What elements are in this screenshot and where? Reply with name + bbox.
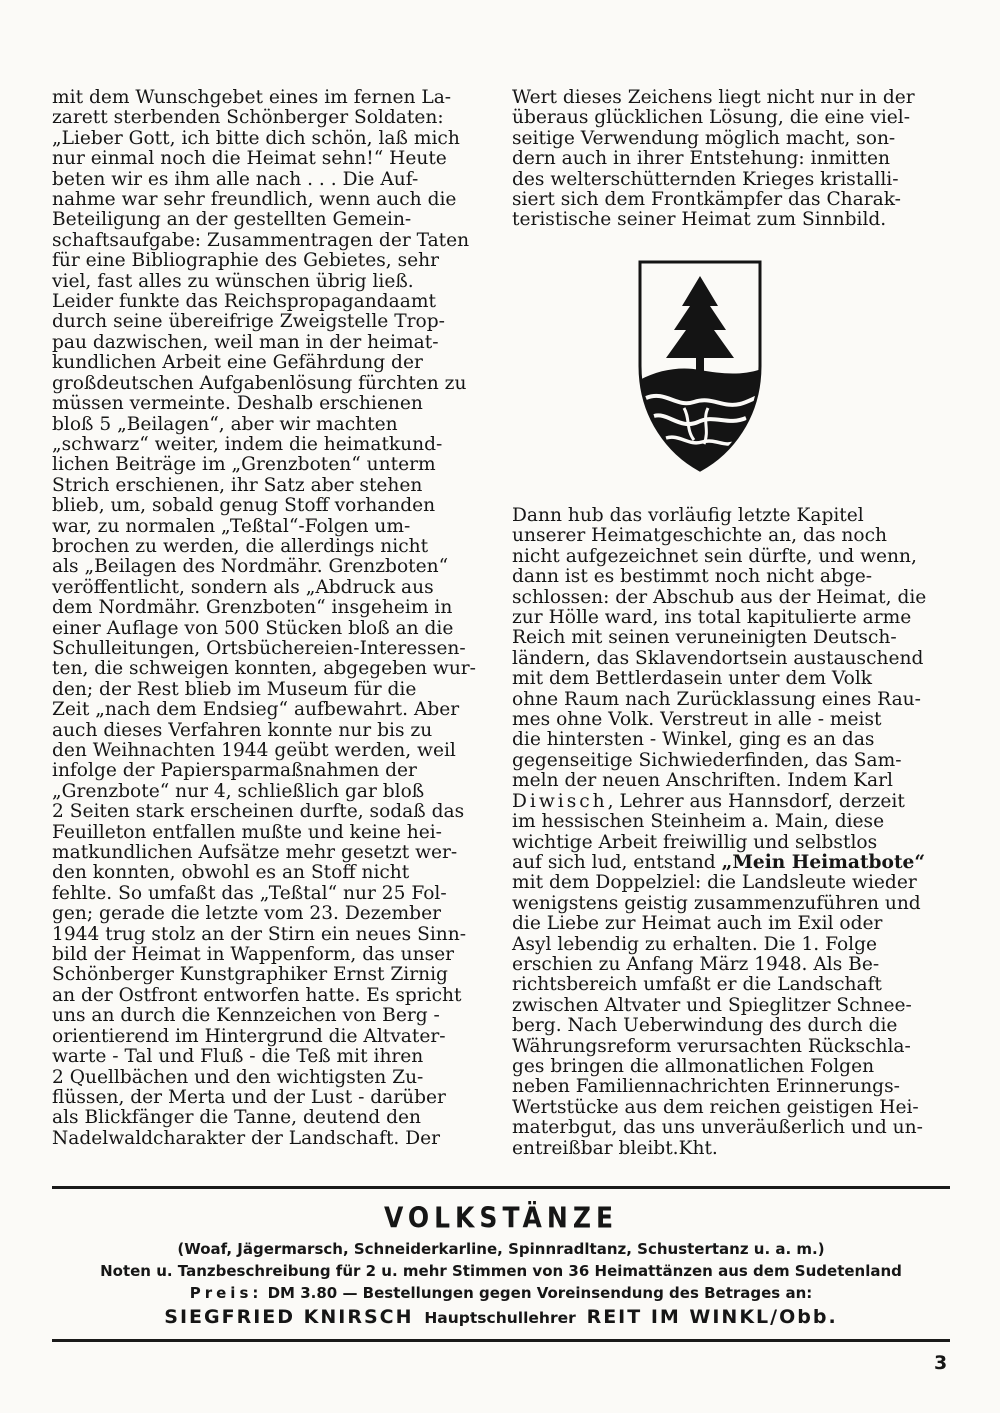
text-line: Schulleitungen, Ortsbüchereien-Interessen- [52, 637, 466, 659]
diwisch-line: Diwisch, Lehrer aus Hannsdorf, derzeit [512, 790, 905, 812]
text-line: dern auch in ihrer Entstehung: inmitten [512, 148, 890, 170]
text-line: Leider funkte das Reichspropagandaamt [52, 291, 436, 313]
text-line: viel, fast alles zu wünschen übrig ließ. [52, 270, 414, 292]
text-line: zur Hölle ward, ins total kapitulierte arme [512, 607, 912, 629]
heimatbote-title: „Mein Heimatbote“ [721, 851, 926, 873]
ad-seller-name: SIEGFRIED KNIRSCH [164, 1306, 414, 1328]
text-line: neben Familiennachrichten Erinnerungs- [512, 1076, 900, 1098]
text-line: veröffentlicht, sondern als „Abdruck aus [52, 576, 434, 598]
text-line: mit dem Bettlerdasein unter dem Volk [512, 668, 873, 690]
text-line: beten wir es ihm alle nach . . . Die Auf- [52, 168, 419, 190]
text-line: Wert dieses Zeichens liegt nicht nur in der [512, 87, 915, 108]
text-line: als Blickfänger die Tanne, deutend den [52, 1107, 421, 1129]
text-line: Währungsreform verursachten Rückschla- [512, 1035, 911, 1057]
ad-seller-line [52, 1306, 950, 1329]
text-line: überaus glücklichen Lösung, die eine viel- [512, 107, 911, 129]
right-column-top [512, 88, 948, 231]
text-line: Zeit „nach dem Endsieg“ aufbewahrt. Aber [52, 699, 460, 721]
text-line: ländern, das Sklavendortsein austauschend [512, 647, 924, 669]
text-line: uns an durch die Kennzeichen von Berg - [52, 1005, 440, 1027]
text-line: berg. Nach Ueberwindung des durch die [512, 1015, 898, 1037]
text-line: matkundlichen Aufsätze mehr gesetzt wer- [52, 842, 458, 864]
text-line: als „Beilagen des Nordmähr. Grenzboten“ [52, 556, 449, 578]
closing-line: entreißbar bleibt. Kht. [512, 1137, 718, 1159]
advertisement-box [52, 1186, 950, 1342]
text-line: auch dieses Verfahren konnte nur bis zu [52, 719, 433, 741]
text-line: bild der Heimat in Wappenform, das unser [52, 944, 455, 966]
text-line: zarett sterbenden Schönberger Soldaten: [52, 107, 444, 129]
text-line: brochen zu werden, die allerdings nicht [52, 535, 429, 557]
text-line: orientierend im Hintergrund die Altvater- [52, 1025, 446, 1047]
ad-price-label: Preis: [189, 1284, 263, 1302]
text-line: den konnten, obwohl es an Stoff nicht [52, 862, 410, 884]
text-line: flüssen, der Merta und der Lust - darüber [52, 1086, 446, 1108]
text-line: siert sich dem Frontkämpfer das Charak- [512, 189, 901, 211]
text-line: Beteiligung an der gestellten Gemein- [52, 209, 412, 231]
right-column-bottom [512, 506, 948, 1159]
text-line: seitige Verwendung möglich macht, son- [512, 127, 896, 149]
text-line: teristische seiner Heimat zum Sinnbild. [512, 209, 887, 231]
text-line: 1944 trug stolz an der Stirn ein neues Sinn- [52, 923, 467, 945]
text-line: Dann hub das vorläufig letzte Kapitel [512, 505, 864, 526]
ad-price-line: Preis: DM 3.80 — Bestellungen gegen Voreinsendung des Betrages an: [189, 1284, 813, 1302]
text-line: „Lieber Gott, ich bitte dich schön, laß mich [52, 127, 460, 149]
text-line: dem Nordmähr. Grenzboten“ insgeheim in [52, 597, 453, 619]
ad-title: VOLKSTÄNZE [383, 1200, 619, 1235]
text-line: müssen vermeinte. Deshalb erschienen [52, 393, 423, 415]
ad-description: Noten u. Tanzbeschreibung für 2 u. mehr Stimmen von 36 Heimattänzen aus dem Sudetenland [100, 1262, 902, 1280]
text-line: erschien zu Anfang März 1948. Als Be- [512, 953, 880, 975]
text-line: Asyl lebendig zu erhalten. Die 1. Folge [512, 933, 878, 955]
author-signature: Kht. [678, 1137, 718, 1159]
text-line: des welterschütternden Krieges kristalli- [512, 168, 899, 190]
text-line: Schönberger Kunstgraphiker Ernst Zirnig [52, 964, 448, 986]
text-line: nahme war sehr freundlich, wenn auch die [52, 189, 457, 211]
text-line: gegenseitige Sichwiederfinden, das Sam- [512, 749, 902, 771]
text-line: ten, die schweigen konnten, abgegeben wur- [52, 658, 476, 680]
text-line: großdeutschen Aufgabenlösung fürchten zu [52, 372, 467, 394]
text-line: gen; gerade die letzte vom 23. Dezember [52, 903, 441, 925]
text-line: die Liebe zur Heimat auch im Exil oder [512, 913, 883, 935]
text-line: mit dem Wunschgebet eines im fernen La- [52, 87, 452, 108]
text-line: durch seine übereifrige Zweigstelle Trop- [52, 311, 445, 333]
text-line: blieb, um, sobald genug Stoff vorhanden [52, 495, 436, 517]
text-line: infolge der Papiersparmaßnahmen der [52, 760, 417, 782]
text-line: unserer Heimatgeschichte an, das noch [512, 525, 887, 547]
text-line: ohne Raum nach Zurücklassung eines Rau- [512, 688, 921, 710]
text-line: zwischen Altvater und Spieglitzer Schnee- [512, 994, 912, 1016]
text-line: einer Auflage von 500 Stücken bloß an die [52, 617, 454, 639]
text-line: 2 Quellbächen und den wichtigsten Zu- [52, 1066, 424, 1088]
text-line: für eine Bibliographie des Gebietes, sehr [52, 250, 440, 272]
text-line: Strich erschienen, ihr Satz aber stehen [52, 474, 423, 496]
text-line: pau dazwischen, weil man in der heimat- [52, 331, 439, 353]
ad-dance-list: (Woaf, Jägermarsch, Schneiderkarline, Spinnradltanz, Schustertanz u. a. m.) [177, 1240, 825, 1258]
text-line: den Weihnachten 1944 geübt werden, weil [52, 740, 456, 761]
text-line: mit dem Doppelziel: die Landsleute wieder [512, 872, 917, 894]
text-line: bloß 5 „Beilagen“, aber wir machten [52, 413, 398, 435]
text-line: Wertstücke aus dem reichen geistigen Hei- [512, 1096, 919, 1118]
text-line: wichtige Arbeit freiwillig und selbstlos [512, 831, 878, 853]
text-line: schaftsaufgabe: Zusammentragen der Taten [52, 229, 470, 251]
ad-seller-place: REIT IM WINKL/Obb. [586, 1306, 838, 1328]
text-line: Feuilleton entfallen mußte und keine hei- [52, 821, 442, 843]
text-line: materbgut, das uns unveräußerlich und un- [512, 1117, 923, 1139]
text-line: meln der neuen Anschriften. Indem Karl [512, 770, 893, 792]
text-line: Reich mit seinen veruneinigten Deutsch- [512, 627, 897, 649]
text-line: war, zu normalen „Teßtal“-Folgen um- [52, 515, 411, 537]
text-line: nur einmal noch die Heimat sehn!“ Heute [52, 148, 447, 170]
text-line: 2 Seiten stark erscheinen durfte, sodaß das [52, 801, 465, 823]
text-line: fehlte. So umfaßt das „Teßtal“ nur 25 Fol- [52, 882, 447, 904]
heimatbote-line: auf sich lud, entstand „Mein Heimatbote“ [512, 851, 926, 873]
text-line: wenigstens geistig zusammenzuführen und [512, 892, 921, 914]
text-line: im hessischen Steinheim a. Main, diese [512, 811, 885, 833]
page-number: 3 [934, 1352, 948, 1374]
coat-of-arms-emblem [636, 258, 764, 474]
text-line: richtsbereich umfaßt er die Landschaft [512, 974, 882, 996]
text-line: warte - Tal und Fluß - die Teß mit ihren [52, 1046, 424, 1068]
text-line: „schwarz“ weiter, indem die heimatkund- [52, 433, 443, 455]
text-line: dann ist es bestimmt noch nicht abge- [512, 566, 873, 588]
text-line: ges bringen die allmonatlichen Folgen [512, 1055, 875, 1077]
text-line: nicht aufgezeichnet sein dürfte, und wenn, [512, 545, 917, 567]
text-line: kundlichen Arbeit eine Gefährdung der [52, 352, 423, 374]
text-line: mes ohne Volk. Verstreut in alle - meist [512, 709, 882, 731]
text-line: Nadelwaldcharakter der Landschaft. Der [52, 1127, 441, 1149]
text-line: „Grenzbote“ nur 4, schließlich gar bloß [52, 780, 425, 802]
text-line: an der Ostfront entworfen hatte. Es spricht [52, 984, 462, 1006]
ad-seller-title: Hauptschullehrer [424, 1309, 576, 1327]
text-line: schlossen: der Abschub aus der Heimat, die [512, 586, 927, 608]
text-line: die hintersten - Winkel, ging es an das [512, 729, 875, 751]
text-line: den; der Rest blieb im Museum für die [52, 678, 417, 700]
text-line: lichen Beiträge im „Grenzboten“ unterm [52, 454, 436, 476]
diwisch-name: Diwisch [512, 790, 608, 812]
left-column [52, 88, 488, 1149]
